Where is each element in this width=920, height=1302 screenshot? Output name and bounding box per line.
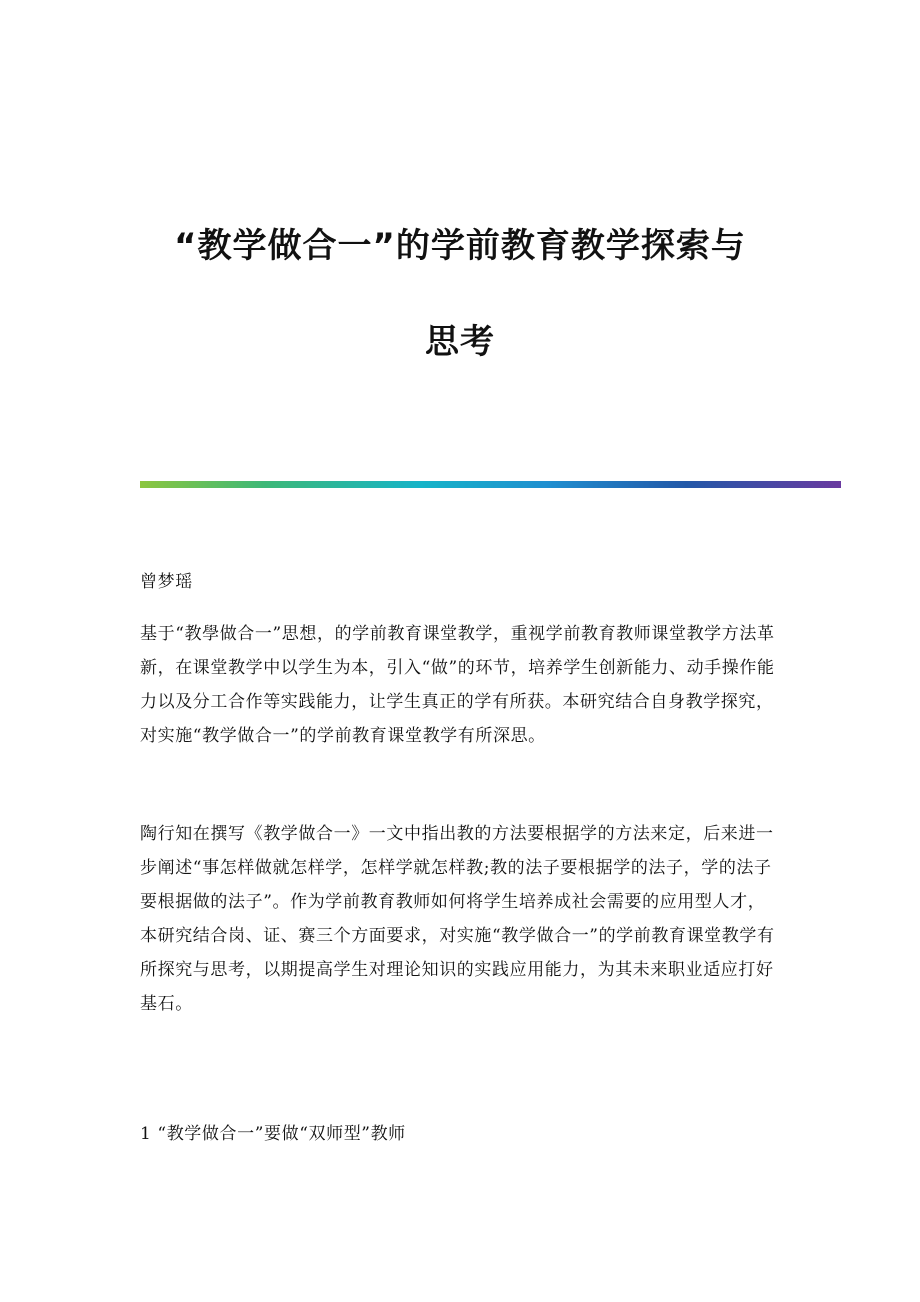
section-heading: 1 “教学做合一”要做“双师型”教师 [140, 1124, 406, 1144]
abstract-paragraph: 基于“教學做合一”思想，的学前教育课堂教学，重视学前教育教师课堂教学方法革新，在课堂教学中以学生为本，引入“做”的环节，培养学生创新能力、动手操作能力以及分工合作等实践能力，让学生真正的学有所获。本研究结合自身教学探究，对实施“教学做合一”的学前教育课堂教学有所深思。 [140, 624, 775, 746]
body-paragraph: 陶行知在撰写《教学做合一》一文中指出教的方法要根据学的方法来定，后来进一步阐述“事怎样做就怎样学，怎样学就怎样教;教的法子要根据学的法子，学的法子要根据做的法子”。作为学前教育教师如何将学生培养成社会需要的应用型人才，本研究结合岗、证、赛三个方面要求，对实施“教学做合一”的学前教育课堂教学有所探究与思考，以期提高学生对理论知识的实践应用能力，为其未来职业适应打好基石。 [140, 824, 775, 1014]
document-title-line-1: “教学做合一”的学前教育教学探索与 [174, 226, 746, 266]
document-title-line-2: 思考 [425, 322, 495, 362]
gradient-divider [140, 481, 841, 488]
author-name: 曾梦瑶 [140, 572, 193, 592]
